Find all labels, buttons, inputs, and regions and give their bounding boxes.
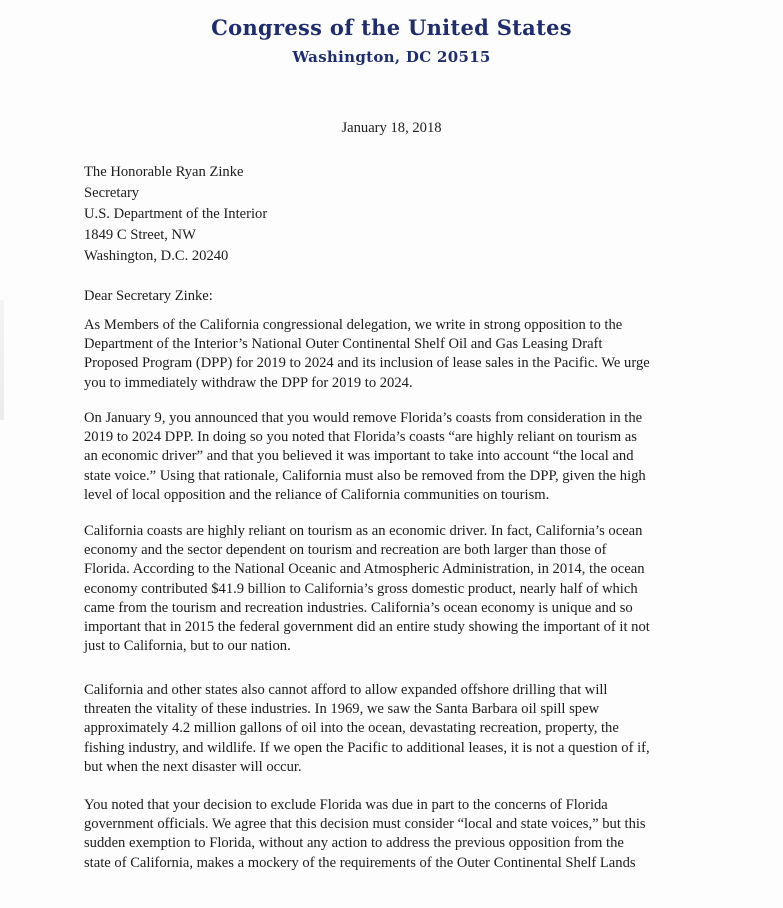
paragraph-oil-spill xyxy=(84,681,704,777)
paragraph-line: level of local opposition and the reliance of California communities on tourism. xyxy=(84,486,550,503)
paragraph-line: On January 9, you announced that you would remove Florida’s coasts from consideration in the xyxy=(84,410,643,426)
recipient-street: 1849 C Street, NW xyxy=(84,227,196,243)
paragraph-line: fishing industry, and wildlife. If we open the Pacific to additional leases, it is not a question of if, xyxy=(84,739,650,756)
scan-edge-mark xyxy=(0,300,4,420)
paragraph-line: California coasts are highly reliant on tourism as an economic driver. In fact, California’s ocean xyxy=(84,523,643,539)
letterhead-location: Washington, DC 20515 xyxy=(292,48,491,66)
paragraph-line: sudden exemption to Florida, without any action to address the previous opposition from the xyxy=(84,835,624,852)
paragraph-line: important that in 2015 the federal government did an entire study showing the important of it not xyxy=(84,618,650,635)
recipient-city: Washington, D.C. 20240 xyxy=(84,248,229,264)
recipient-name: The Honorable Ryan Zinke xyxy=(84,164,244,180)
paragraph-line: 2019 to 2024 DPP. In doing so you noted that Florida’s coasts “are highly reliant on tourism as xyxy=(84,429,637,446)
letterhead-title: Congress of the United States xyxy=(211,15,572,40)
letter-date: January 18, 2018 xyxy=(341,120,442,136)
paragraph-line: Florida. According to the National Oceanic and Atmospheric Administration, in 2014, the ocean xyxy=(84,561,645,578)
paragraph-line: state of California, makes a mockery of the requirements of the Outer Continental Shelf Lands xyxy=(84,854,636,871)
paragraph-line: You noted that your decision to exclude Florida was due in part to the concerns of Florida xyxy=(84,797,608,813)
paragraph-line: As Members of the California congressional delegation, we write in strong opposition to the xyxy=(84,317,623,333)
paragraph-line: an economic driver” and that you believed it was important to take into account “the local and xyxy=(84,448,634,465)
recipient-department: U.S. Department of the Interior xyxy=(84,206,268,222)
salutation: Dear Secretary Zinke: xyxy=(84,288,213,304)
paragraph-line: California and other states also cannot afford to allow expanded offshore drilling that will xyxy=(84,682,608,698)
paragraph-line: government officials. We agree that this decision must consider “local and state voices,” but this xyxy=(84,816,646,833)
paragraph-florida-removal xyxy=(84,409,704,505)
paragraph-tourism-economy xyxy=(84,522,704,656)
paragraph-line: state voice.” Using that rationale, California must also be removed from the DPP, given the high xyxy=(84,467,646,484)
paragraph-line: approximately 4.2 million gallons of oil into the ocean, devastating recreation, property, the xyxy=(84,720,619,737)
paragraph-line: threaten the vitality of these industries. In 1969, we saw the Santa Barbara oil spill spew xyxy=(84,701,600,718)
paragraph-opposition xyxy=(84,316,704,393)
paragraph-line: economy contributed $41.9 billion to California’s gross domestic product, nearly half of which xyxy=(84,580,638,597)
paragraph-exemption xyxy=(84,796,704,873)
recipient-address xyxy=(84,162,267,267)
paragraph-line: Department of the Interior’s National Outer Continental Shelf Oil and Gas Leasing Draft xyxy=(84,336,603,353)
paragraph-line: Proposed Program (DPP) for 2019 to 2024 and its inclusion of lease sales in the Pacific. We urge xyxy=(84,355,650,372)
paragraph-line: just to California, but to our nation. xyxy=(84,638,291,655)
recipient-title: Secretary xyxy=(84,185,140,201)
paragraph-line: economy and the sector dependent on tourism and recreation are both larger than those of xyxy=(84,542,607,559)
paragraph-line: you to immediately withdraw the DPP for 2019 to 2024. xyxy=(84,374,413,391)
paragraph-line: came from the tourism and recreation industries. California’s ocean economy is unique and so xyxy=(84,599,633,616)
paragraph-line: but when the next disaster will occur. xyxy=(84,758,302,775)
